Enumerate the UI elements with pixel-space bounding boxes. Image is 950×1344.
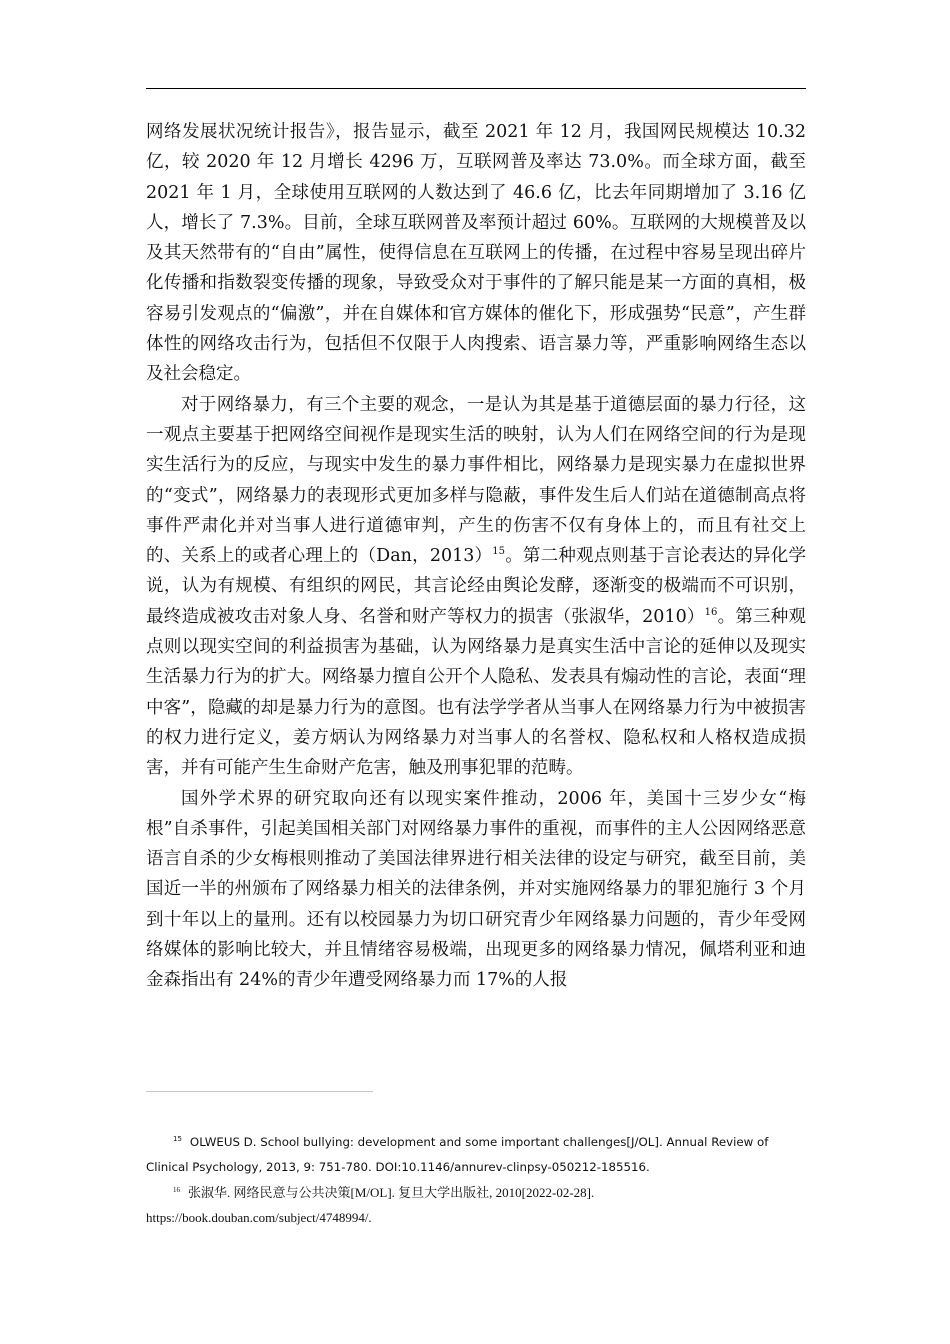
paragraph-text: 对于网络暴力，有三个主要的观念，一是认为其是基于道德层面的暴力行径，这一观点主要基于把网络空间视作是现实生活的映射，认为人们在网络空间的行为是现实生活行为的反应，与现实中发生的暴力事件相比，网络暴力是现实暴力在虚拟世界的“变式”，网络暴力的表现形式更加多样与隐蔽，事件发生后人们站在道德制高点将事件严肃化并对当事人进行道德审判，产生的伤害不仅有身体上的，而且有社交上的、关系上的或者心理上的（Dan，2013）: [146, 394, 806, 567]
footnote-mark: 15: [173, 1135, 182, 1144]
body-paragraph: [146, 117, 806, 390]
body-paragraph: [146, 390, 806, 784]
body-text: [146, 117, 806, 996]
footnote-reference: 16: [704, 606, 718, 618]
footnote-reference: 15: [492, 546, 505, 558]
footnotes: [146, 1130, 806, 1230]
header-rule: [146, 88, 806, 89]
paragraph-text: 。第三种观点则以现实空间的利益损害为基础，认为网络暴力是真实生活中言论的延伸以及现实生活暴力行为的扩大。网络暴力擅自公开个人隐私、发表具有煽动性的言论，表面“理中客”，隐藏的却是暴力行为的意图。也有法学学者从当事人在网络暴力行为中被损害的权力进行定义，姜方炳认为网络暴力对当事人的名誉权、隐私权和人格权造成损害，并有可能产生生命财产危害，触及刑事犯罪的范畴。: [146, 606, 806, 779]
footnote-text: 张淑华. 网络民意与公共决策[M/OL]. 复旦大学出版社, 2010[2022-02-28]. https://book.douban.com/subject/4748994/.: [146, 1185, 595, 1225]
footnote-16: [146, 1180, 806, 1230]
footnote-separator: [146, 1091, 373, 1092]
paragraph-text: 国外学术界的研究取向还有以现实案件推动，2006 年，美国十三岁少女“梅根”自杀事件，引起美国相关部门对网络暴力事件的重视，而事件的主人公因网络恶意语言自杀的少女梅根则推动了美国法律界进行相关法律的设定与研究，截至目前，美国近一半的州颁布了网络暴力相关的法律条例，并对实施网络暴力的罪犯施行 3 个月到十年以上的量刑。还有以校园暴力为切口研究青少年网络暴力问题的，青少年受网络媒体的影响比较大，并且情绪容易极端，出现更多的网络暴力情况，佩塔利亚和迪金森指出有 24%的青少年遭受网络暴力而 17%的人报: [146, 788, 806, 991]
paragraph-text: 。第二种观点则基于言论表达的异化学说，认为有规模、有组织的网民，其言论经由舆论发酵，逐渐变的极端而不可识别，最终造成被攻击对象人身、名誉和财产等权力的损害（张淑华，2010）: [146, 546, 806, 627]
body-paragraph: [146, 784, 806, 996]
footnote-mark: 16: [173, 1185, 180, 1194]
paragraph-text: 网络发展状况统计报告》，报告显示，截至 2021 年 12 月，我国网民规模达 10.32 亿，较 2020 年 12 月增长 4296 万，互联网普及率达 73.0%。而全球方面，截至 2021 年 1 月，全球使用互联网的人数达到了 46.6 亿，比去年同期增加了 3.16 亿人，增长了 7.3%。目前，全球互联网普及率预计超过 60%。互联网的大规模普及以及其天然带有的“自由”属性，使得信息在互联网上的传播，在过程中容易呈现出碎片化传播和指数裂变传播的现象，导致受众对于事件的了解只能是某一方面的真相，极容易引发观点的“偏激”，并在自媒体和官方媒体的催化下，形成强势“民意”，产生群体性的网络攻击行为，包括但不仅限于人肉搜索、语言暴力等，严重影响网络生态以及社会稳定。: [146, 122, 806, 385]
footnote-text: OLWEUS D. School bullying: development and some important challenges[J/OL]. Annual Review of Clinical Psychology, 2013, 9: 751-780. DOI:10.1146/annurev-clinpsy-050212-185516.: [146, 1135, 769, 1174]
footnote-15: [146, 1130, 806, 1180]
